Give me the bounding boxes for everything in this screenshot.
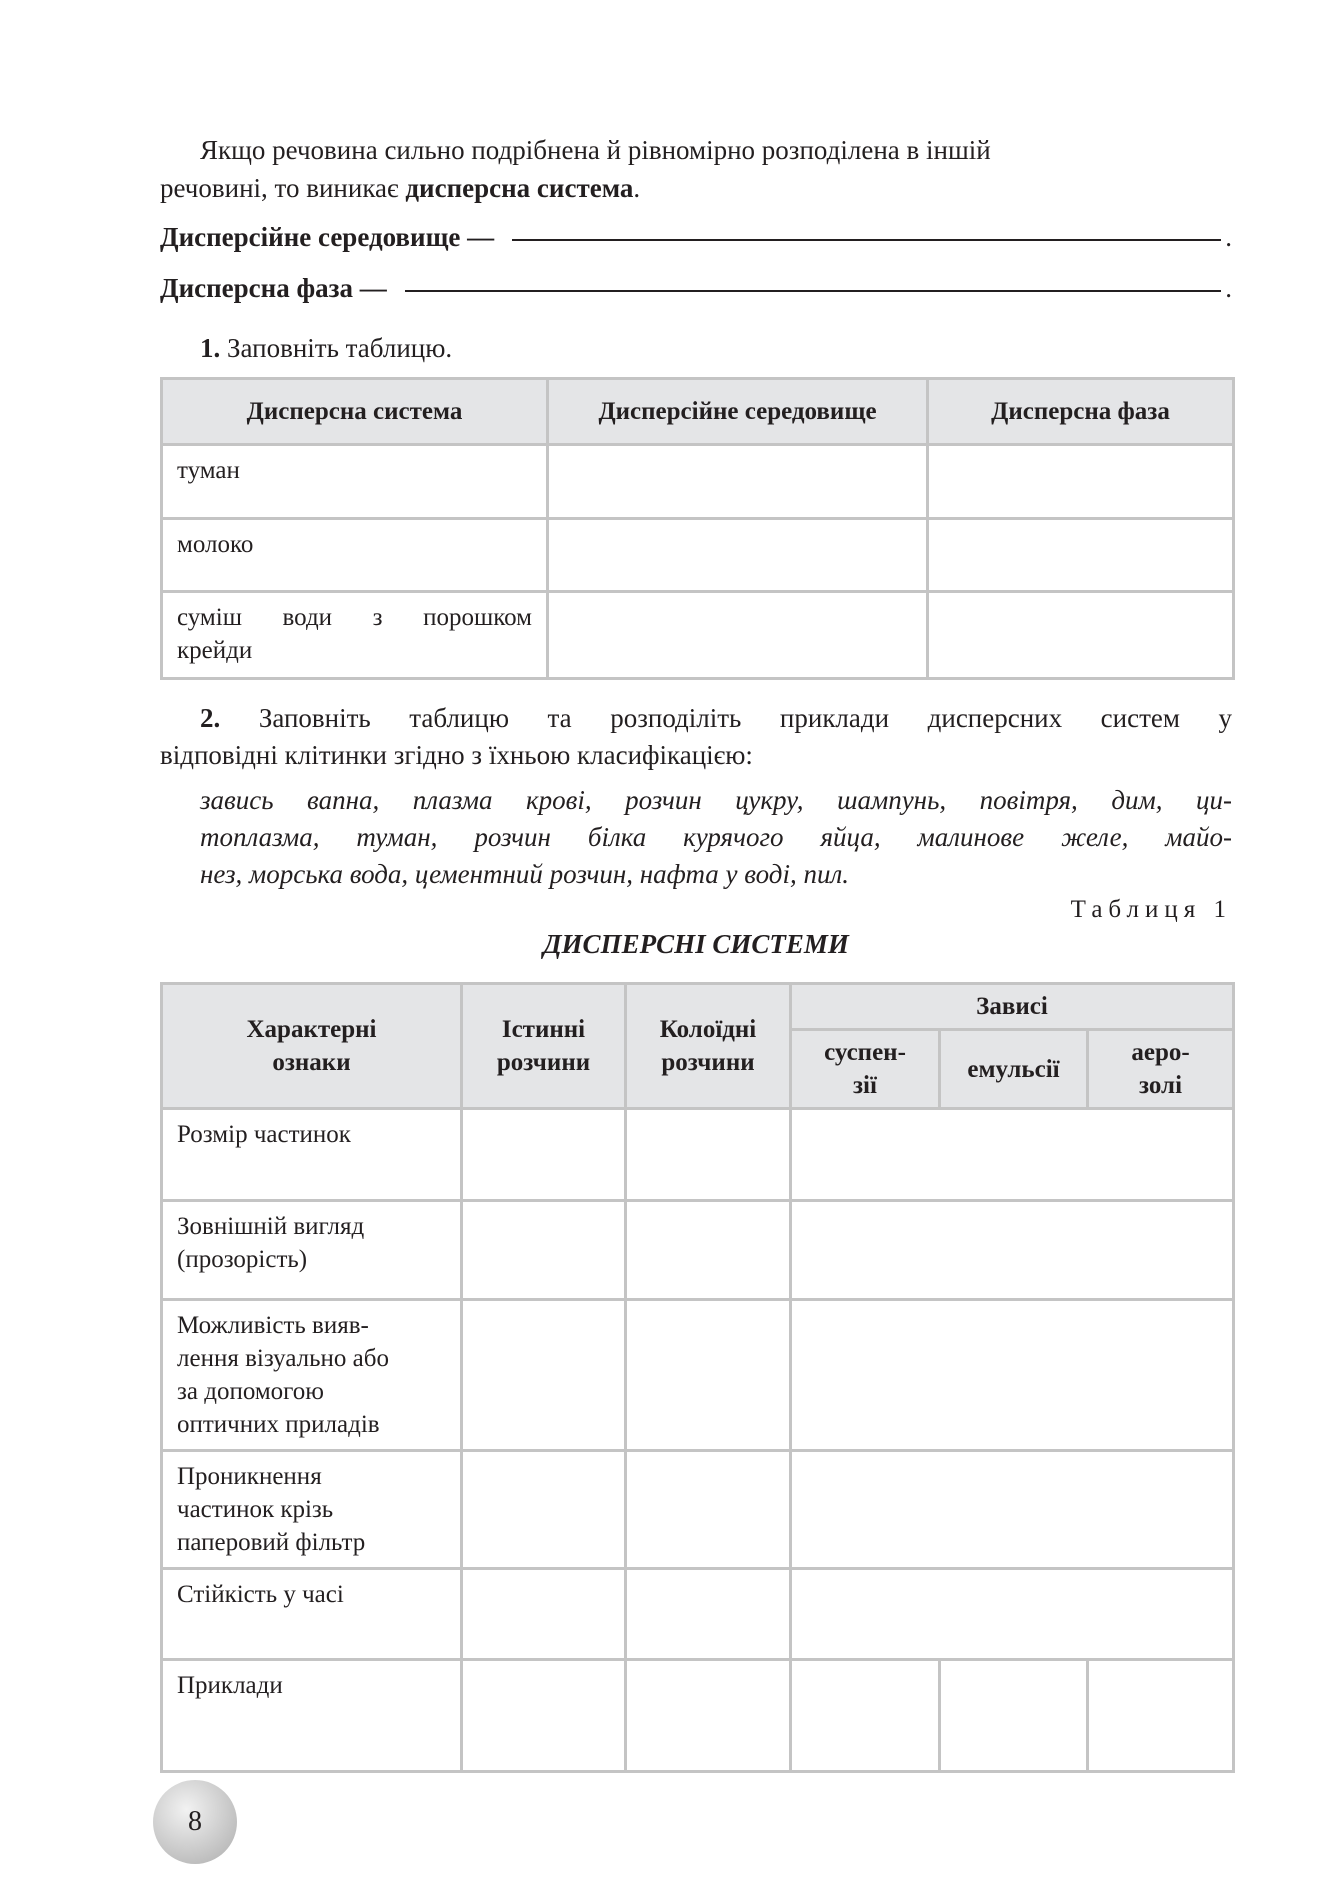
fill-in-blank[interactable] <box>405 270 1222 292</box>
table-row <box>162 1660 1234 1772</box>
table-row <box>162 592 1234 679</box>
row-label-line: за допомогою <box>177 1378 324 1405</box>
row-label <box>162 1201 462 1300</box>
column-header-colloid-solutions <box>626 984 791 1109</box>
answer-cell[interactable] <box>791 1109 1234 1201</box>
intro-text: речовині, то виникає <box>160 173 406 203</box>
definition-term: Дисперсійне середовище — <box>160 222 495 252</box>
column-header-emulsions: емульсії <box>940 1030 1088 1109</box>
period: . <box>1225 222 1232 252</box>
row-label: молоко <box>162 519 548 592</box>
row-label <box>162 592 548 679</box>
task-text: Заповніть таблицю. <box>227 333 453 363</box>
row-label-line: Приклади <box>177 1672 283 1699</box>
header-line: зії <box>853 1072 877 1099</box>
table-row <box>162 519 1234 592</box>
row-label <box>162 1451 462 1569</box>
row-label-line: лення візуально або <box>177 1345 389 1372</box>
page-number-badge <box>153 1780 237 1864</box>
answer-cell[interactable] <box>462 1201 626 1300</box>
table-row <box>162 1569 1234 1660</box>
column-header-true-solutions <box>462 984 626 1109</box>
answer-cell[interactable] <box>462 1300 626 1451</box>
answer-cell[interactable] <box>548 445 928 519</box>
answer-cell[interactable] <box>928 592 1234 679</box>
row-label-line: Можливість вияв- <box>177 1312 369 1339</box>
row-label-line: Зовнішній вигляд <box>177 1213 365 1240</box>
answer-cell[interactable] <box>928 445 1234 519</box>
table-row <box>162 445 1234 519</box>
row-label-line: частинок крізь <box>177 1496 334 1523</box>
table-label: Таблиця 1 <box>1070 896 1232 923</box>
period: . <box>633 173 641 203</box>
answer-cell[interactable] <box>626 1201 791 1300</box>
task-2-line-1 <box>200 700 1232 737</box>
table-row <box>162 1300 1234 1451</box>
row-label <box>162 1660 462 1772</box>
answer-cell[interactable] <box>626 1451 791 1569</box>
answer-cell[interactable] <box>626 1109 791 1201</box>
row-label <box>162 1109 462 1201</box>
row-label: туман <box>162 445 548 519</box>
table-dispersed-systems <box>160 982 1235 1773</box>
table-row <box>162 1201 1234 1300</box>
answer-cell[interactable] <box>548 592 928 679</box>
answer-cell[interactable] <box>791 1569 1234 1660</box>
row-label-line: крейди <box>177 637 253 664</box>
answer-cell[interactable] <box>791 1201 1234 1300</box>
answer-cell[interactable] <box>940 1660 1088 1772</box>
header-line: розчини <box>496 1049 591 1076</box>
header-line: Характерні <box>246 1016 377 1043</box>
header-line: суспен- <box>824 1039 906 1066</box>
examples-line: завись вапна, плазма крові, розчин цукру, шампунь, повітря, дим, ци- <box>200 785 1232 815</box>
header-line: ознаки <box>272 1049 351 1076</box>
intro-line-1: Якщо речовина сильно подрібнена й рівномірно розподілена в іншій <box>200 135 991 165</box>
column-header: Дисперсійне середовище <box>548 379 928 445</box>
header-line: Колоїдні <box>659 1016 757 1043</box>
answer-cell[interactable] <box>462 1569 626 1660</box>
period: . <box>1225 273 1232 303</box>
answer-cell[interactable] <box>626 1569 791 1660</box>
answer-cell[interactable] <box>928 519 1234 592</box>
fill-in-blank[interactable] <box>512 219 1221 241</box>
task-1-heading <box>200 330 452 367</box>
term-dispersed-system: дисперсна система <box>405 173 634 203</box>
answer-cell[interactable] <box>791 1451 1234 1569</box>
task-number: 1. <box>200 333 221 363</box>
row-label-line: оптичних приладів <box>177 1411 380 1438</box>
examples-list <box>200 782 1232 893</box>
row-label <box>162 1569 462 1660</box>
row-label-line: (прозорість) <box>177 1246 308 1273</box>
answer-cell[interactable] <box>462 1660 626 1772</box>
definition-phase <box>160 270 1232 307</box>
row-label-line: суміш води з порошком <box>177 604 532 631</box>
row-label-line: Стійкість у часі <box>177 1581 344 1608</box>
row-label-line: Розмір частинок <box>177 1121 351 1148</box>
answer-cell[interactable] <box>548 519 928 592</box>
column-header: Дисперсна фаза <box>928 379 1234 445</box>
column-header-suspensions-group: Зависі <box>791 984 1234 1030</box>
answer-cell[interactable] <box>1088 1660 1234 1772</box>
page-number: 8 <box>188 1806 202 1837</box>
intro-line-2 <box>160 170 640 207</box>
answer-cell[interactable] <box>791 1660 940 1772</box>
answer-cell[interactable] <box>626 1300 791 1451</box>
row-label-line: Проникнення <box>177 1463 322 1490</box>
task-2-line-2: відповідні клітинки згідно з їхньою класифікацією: <box>160 740 753 770</box>
examples-line: топлазма, туман, розчин білка курячого яйца, малинове желе, майо- <box>200 822 1232 852</box>
answer-cell[interactable] <box>626 1660 791 1772</box>
examples-line: нез, морська вода, цементний розчин, нафта у воді, пил. <box>200 859 849 889</box>
task-number: 2. <box>200 703 221 733</box>
definition-medium <box>160 219 1232 256</box>
answer-cell[interactable] <box>462 1109 626 1201</box>
header-line: розчини <box>661 1049 755 1076</box>
column-header: Дисперсна система <box>162 379 548 445</box>
column-header-features <box>162 984 462 1109</box>
task-text: Заповніть таблицю та розподіліть приклади дисперсних систем у <box>258 703 1232 733</box>
answer-cell[interactable] <box>462 1451 626 1569</box>
header-line: Істинні <box>501 1016 586 1043</box>
header-line: аеро- <box>1131 1039 1190 1066</box>
answer-cell[interactable] <box>791 1300 1234 1451</box>
table-title: ДИСПЕРСНІ СИСТЕМИ <box>543 929 849 959</box>
header-line: золі <box>1138 1072 1183 1099</box>
definition-term: Дисперсна фаза — <box>160 273 387 303</box>
row-label-line: паперовий фільтр <box>177 1529 366 1556</box>
column-header-aerosols <box>1088 1030 1234 1109</box>
table-row <box>162 1109 1234 1201</box>
table-row <box>162 1451 1234 1569</box>
row-label <box>162 1300 462 1451</box>
column-header-suspensions <box>791 1030 940 1109</box>
table-dispersed-systems-simple <box>160 377 1235 680</box>
